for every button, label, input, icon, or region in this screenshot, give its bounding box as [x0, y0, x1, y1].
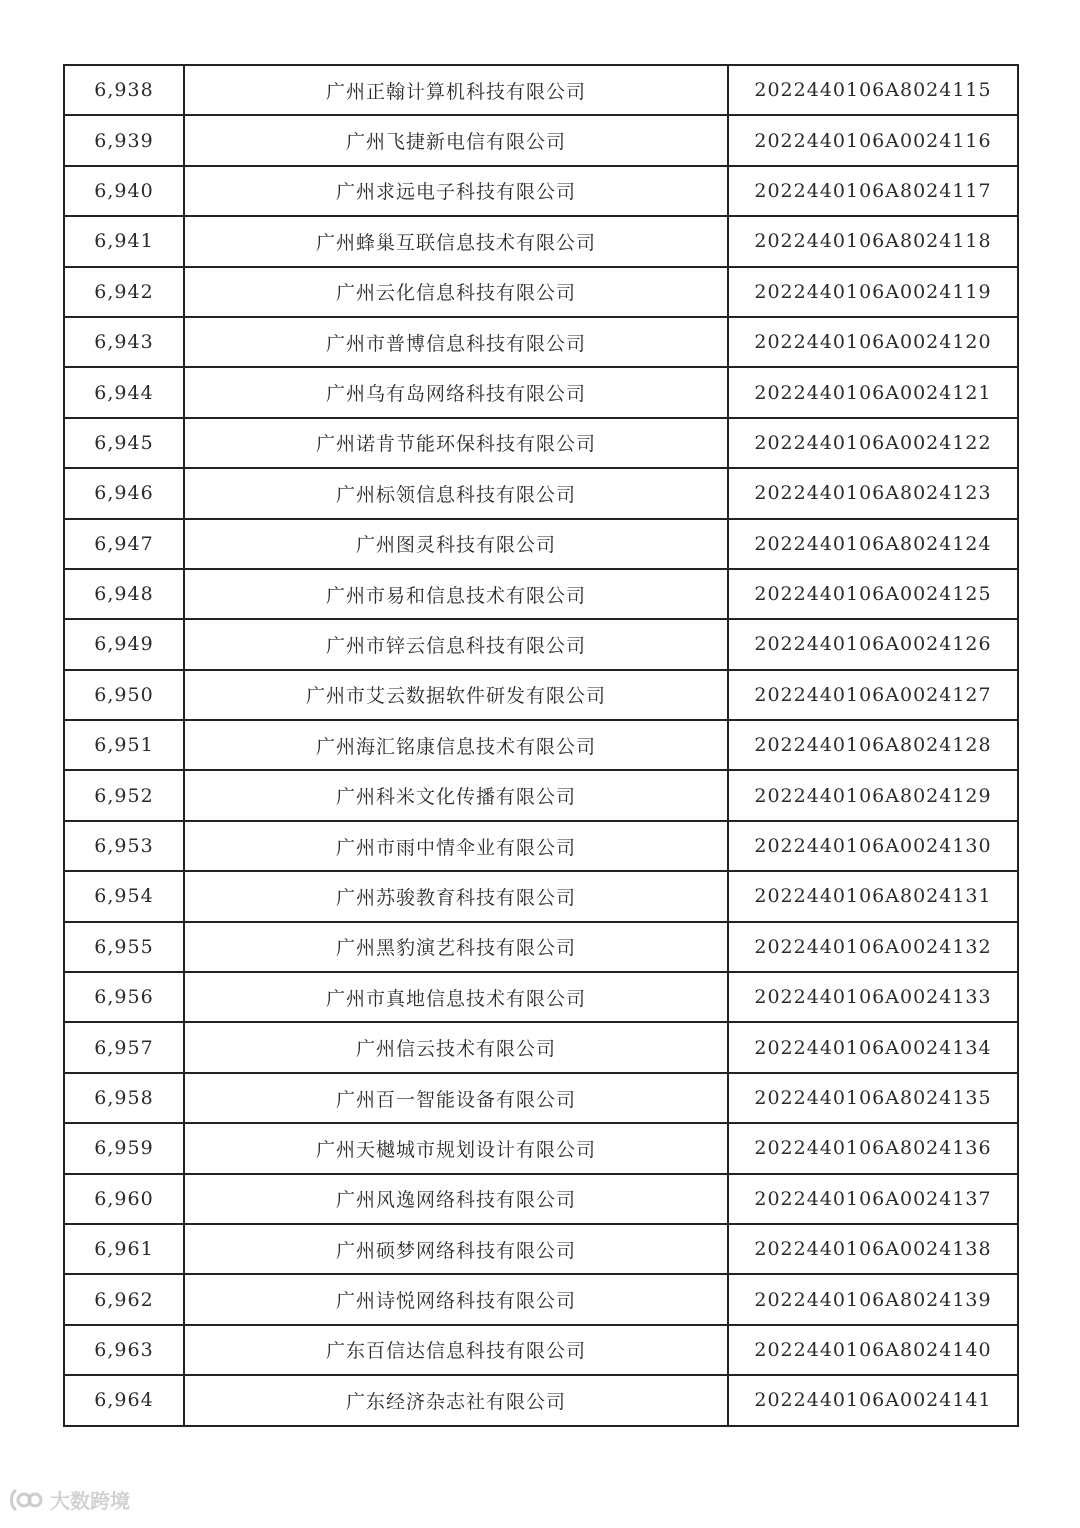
row-number: 6,941 [64, 216, 184, 266]
company-name: 广州市易和信息技术有限公司 [184, 569, 728, 619]
table-row [64, 1123, 1018, 1173]
row-number: 6,964 [64, 1375, 184, 1425]
registration-code: 2022440106A0024120 [728, 317, 1018, 367]
table-row [64, 317, 1018, 367]
company-name: 广州求远电子科技有限公司 [184, 166, 728, 216]
row-number: 6,947 [64, 519, 184, 569]
row-number: 6,951 [64, 720, 184, 770]
registration-code: 2022440106A8024117 [728, 166, 1018, 216]
registration-code: 2022440106A8024128 [728, 720, 1018, 770]
row-number: 6,938 [64, 65, 184, 115]
company-name: 广州百一智能设备有限公司 [184, 1073, 728, 1123]
table-row [64, 115, 1018, 165]
company-name: 广州蜂巢互联信息技术有限公司 [184, 216, 728, 266]
company-name: 广州诺肯节能环保科技有限公司 [184, 418, 728, 468]
row-number: 6,954 [64, 871, 184, 921]
company-name: 广州市锌云信息科技有限公司 [184, 619, 728, 669]
table-row [64, 519, 1018, 569]
company-name: 广州乌有岛网络科技有限公司 [184, 367, 728, 417]
table-row [64, 670, 1018, 720]
registration-code: 2022440106A8024135 [728, 1073, 1018, 1123]
company-name: 广东经济杂志社有限公司 [184, 1375, 728, 1425]
registration-code: 2022440106A0024119 [728, 267, 1018, 317]
company-name: 广州飞捷新电信有限公司 [184, 115, 728, 165]
table-row [64, 871, 1018, 921]
registration-code: 2022440106A0024116 [728, 115, 1018, 165]
row-number: 6,945 [64, 418, 184, 468]
table-row [64, 619, 1018, 669]
row-number: 6,944 [64, 367, 184, 417]
company-name: 广州海汇铭康信息技术有限公司 [184, 720, 728, 770]
row-number: 6,962 [64, 1274, 184, 1324]
registration-code: 2022440106A0024122 [728, 418, 1018, 468]
table-row [64, 367, 1018, 417]
table-row [64, 468, 1018, 518]
row-number: 6,940 [64, 166, 184, 216]
registration-code: 2022440106A0024127 [728, 670, 1018, 720]
registration-code: 2022440106A0024125 [728, 569, 1018, 619]
row-number: 6,939 [64, 115, 184, 165]
registration-code: 2022440106A0024132 [728, 922, 1018, 972]
company-name: 广州图灵科技有限公司 [184, 519, 728, 569]
company-name: 广州市艾云数据软件研发有限公司 [184, 670, 728, 720]
company-name: 广州天樾城市规划设计有限公司 [184, 1123, 728, 1173]
table-row [64, 821, 1018, 871]
registration-code: 2022440106A0024141 [728, 1375, 1018, 1425]
table-row [64, 1174, 1018, 1224]
registration-code: 2022440106A0024134 [728, 1022, 1018, 1072]
table-row [64, 770, 1018, 820]
table-row [64, 65, 1018, 115]
table-row [64, 720, 1018, 770]
row-number: 6,949 [64, 619, 184, 669]
table-row [64, 418, 1018, 468]
company-name: 广州云化信息科技有限公司 [184, 267, 728, 317]
table-row [64, 267, 1018, 317]
company-name: 广州市普博信息科技有限公司 [184, 317, 728, 367]
table-body [64, 65, 1018, 1426]
company-name: 广州市真地信息技术有限公司 [184, 972, 728, 1022]
row-number: 6,963 [64, 1325, 184, 1375]
table-row [64, 1073, 1018, 1123]
table-row [64, 922, 1018, 972]
registration-code: 2022440106A0024126 [728, 619, 1018, 669]
table-row [64, 569, 1018, 619]
row-number: 6,953 [64, 821, 184, 871]
table-row [64, 1274, 1018, 1324]
company-name: 广州信云技术有限公司 [184, 1022, 728, 1072]
company-name: 广东百信达信息科技有限公司 [184, 1325, 728, 1375]
row-number: 6,946 [64, 468, 184, 518]
registration-code: 2022440106A8024123 [728, 468, 1018, 518]
company-registry-table [63, 64, 1019, 1427]
table-row [64, 166, 1018, 216]
registration-code: 2022440106A8024136 [728, 1123, 1018, 1173]
registration-code: 2022440106A8024129 [728, 770, 1018, 820]
company-name: 广州风逸网络科技有限公司 [184, 1174, 728, 1224]
registration-code: 2022440106A0024121 [728, 367, 1018, 417]
row-number: 6,950 [64, 670, 184, 720]
table-row [64, 972, 1018, 1022]
company-name: 广州诗悦网络科技有限公司 [184, 1274, 728, 1324]
row-number: 6,960 [64, 1174, 184, 1224]
company-name: 广州黑豹演艺科技有限公司 [184, 922, 728, 972]
table-row [64, 1375, 1018, 1425]
company-name: 广州硕梦网络科技有限公司 [184, 1224, 728, 1274]
table-row [64, 1325, 1018, 1375]
registration-code: 2022440106A8024118 [728, 216, 1018, 266]
company-name: 广州科米文化传播有限公司 [184, 770, 728, 820]
watermark [8, 1485, 130, 1514]
registration-code: 2022440106A8024124 [728, 519, 1018, 569]
row-number: 6,958 [64, 1073, 184, 1123]
company-name: 广州市雨中情伞业有限公司 [184, 821, 728, 871]
registration-code: 2022440106A0024138 [728, 1224, 1018, 1274]
registration-code: 2022440106A0024137 [728, 1174, 1018, 1224]
row-number: 6,942 [64, 267, 184, 317]
row-number: 6,948 [64, 569, 184, 619]
table-row [64, 1224, 1018, 1274]
row-number: 6,943 [64, 317, 184, 367]
row-number: 6,961 [64, 1224, 184, 1274]
table-row [64, 1022, 1018, 1072]
registration-code: 2022440106A8024140 [728, 1325, 1018, 1375]
watermark-text: 大数跨境 [50, 1489, 130, 1513]
row-number: 6,957 [64, 1022, 184, 1072]
registration-code: 2022440106A0024133 [728, 972, 1018, 1022]
company-name: 广州标领信息科技有限公司 [184, 468, 728, 518]
table-row [64, 216, 1018, 266]
row-number: 6,956 [64, 972, 184, 1022]
row-number: 6,955 [64, 922, 184, 972]
company-name: 广州正翰计算机科技有限公司 [184, 65, 728, 115]
registration-code: 2022440106A8024131 [728, 871, 1018, 921]
registration-code: 2022440106A0024130 [728, 821, 1018, 871]
row-number: 6,952 [64, 770, 184, 820]
registration-code: 2022440106A8024115 [728, 65, 1018, 115]
registration-code: 2022440106A8024139 [728, 1274, 1018, 1324]
company-name: 广州苏骏教育科技有限公司 [184, 871, 728, 921]
logo-icon [8, 1486, 44, 1514]
row-number: 6,959 [64, 1123, 184, 1173]
